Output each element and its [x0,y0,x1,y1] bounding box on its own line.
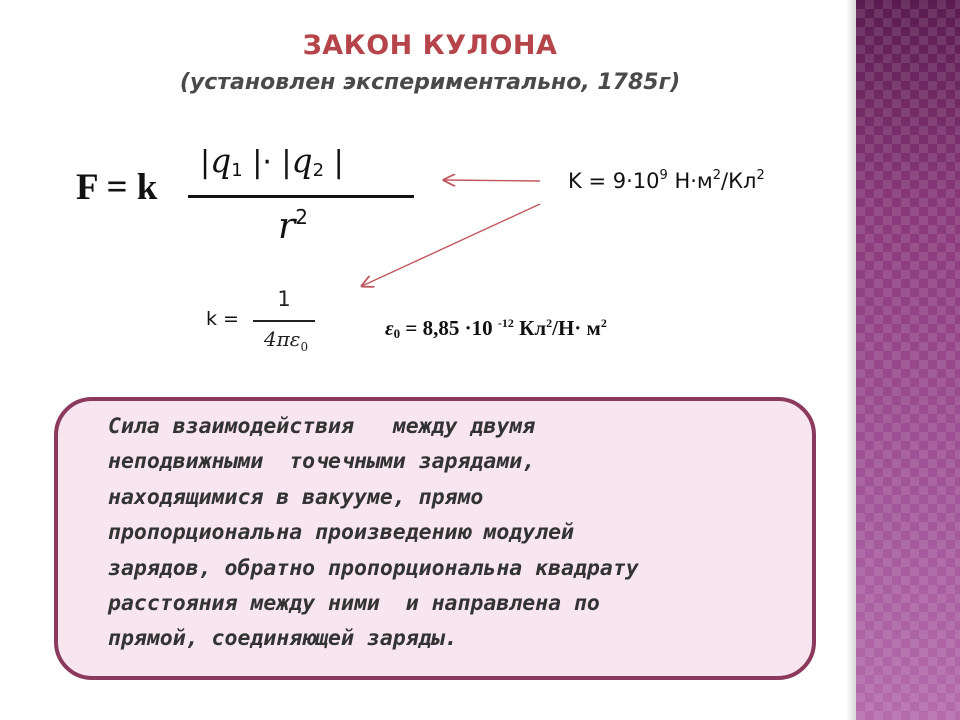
k-denominator-index: 0 [300,340,309,354]
charge-q1-index: 1 [231,160,243,181]
k-definition-lhs: k = [206,308,239,330]
distance-r: r [278,206,296,247]
formula-lhs: F = k [76,167,158,208]
decorative-side-strip [856,0,960,720]
slide-subtitle: (установлен экспериментально, 1785г) [179,70,681,95]
epsilon-unit-1: Кл [513,316,547,340]
epsilon-exponent: -12 [497,316,514,330]
epsilon-unit-1-exponent: 2 [546,316,553,330]
definition-line: пропорциональна произведению модулей [108,520,574,546]
definition-line: неподвижными точечными зарядами, [108,449,536,475]
k-constant-value [568,168,765,193]
k-value-units: Н·м [667,169,713,193]
k-value-prefix: K = 9·10 [568,169,660,193]
definition-line: зарядов, обратно пропорциональна квадрату [108,555,639,581]
formula-fraction-bar [188,195,414,198]
epsilon-zero-value [385,316,607,342]
arrow-to-k-definition [362,204,540,286]
formula-numerator [200,141,420,181]
k-value-units-tail: /Кл [721,169,757,193]
epsilon-symbol: ε [385,316,394,340]
law-definition-text [108,409,798,657]
k-definition-fraction-bar [253,320,315,322]
definition-line: Сила взаимодействия между двумя [108,414,536,439]
definition-line: прямой, соединяющей заряды. [108,626,458,652]
distance-exponent: 2 [295,205,308,229]
epsilon-equals: = 8,85 ·10 [400,316,498,340]
definition-line: находящимися в вакууме, прямо [108,484,484,510]
epsilon-unit-2: /Н· м [552,316,601,340]
epsilon-index: 0 [393,326,401,341]
k-units-tail-exponent: 2 [756,168,765,183]
arrow-to-formula [444,180,540,181]
k-value-exponent: 9 [659,168,668,183]
definition-line: расстояния между ними и направлена по [108,591,600,617]
formula-denominator [278,205,308,247]
numerator-open-bar: | [200,145,211,180]
k-definition-denominator [253,327,319,354]
slide-title: ЗАКОН КУЛОНА [302,30,558,61]
epsilon-unit-2-exponent: 2 [600,316,607,330]
k-denominator-text: 4πε [263,327,301,351]
charge-q1: q [210,141,232,180]
k-units-exponent: 2 [712,168,722,183]
numerator-close-bar: | [324,145,344,180]
k-definition-numerator: 1 [277,287,291,311]
numerator-middle: |· | [242,145,292,180]
charge-q2: q [291,141,313,180]
charge-q2-index: 2 [312,160,325,181]
